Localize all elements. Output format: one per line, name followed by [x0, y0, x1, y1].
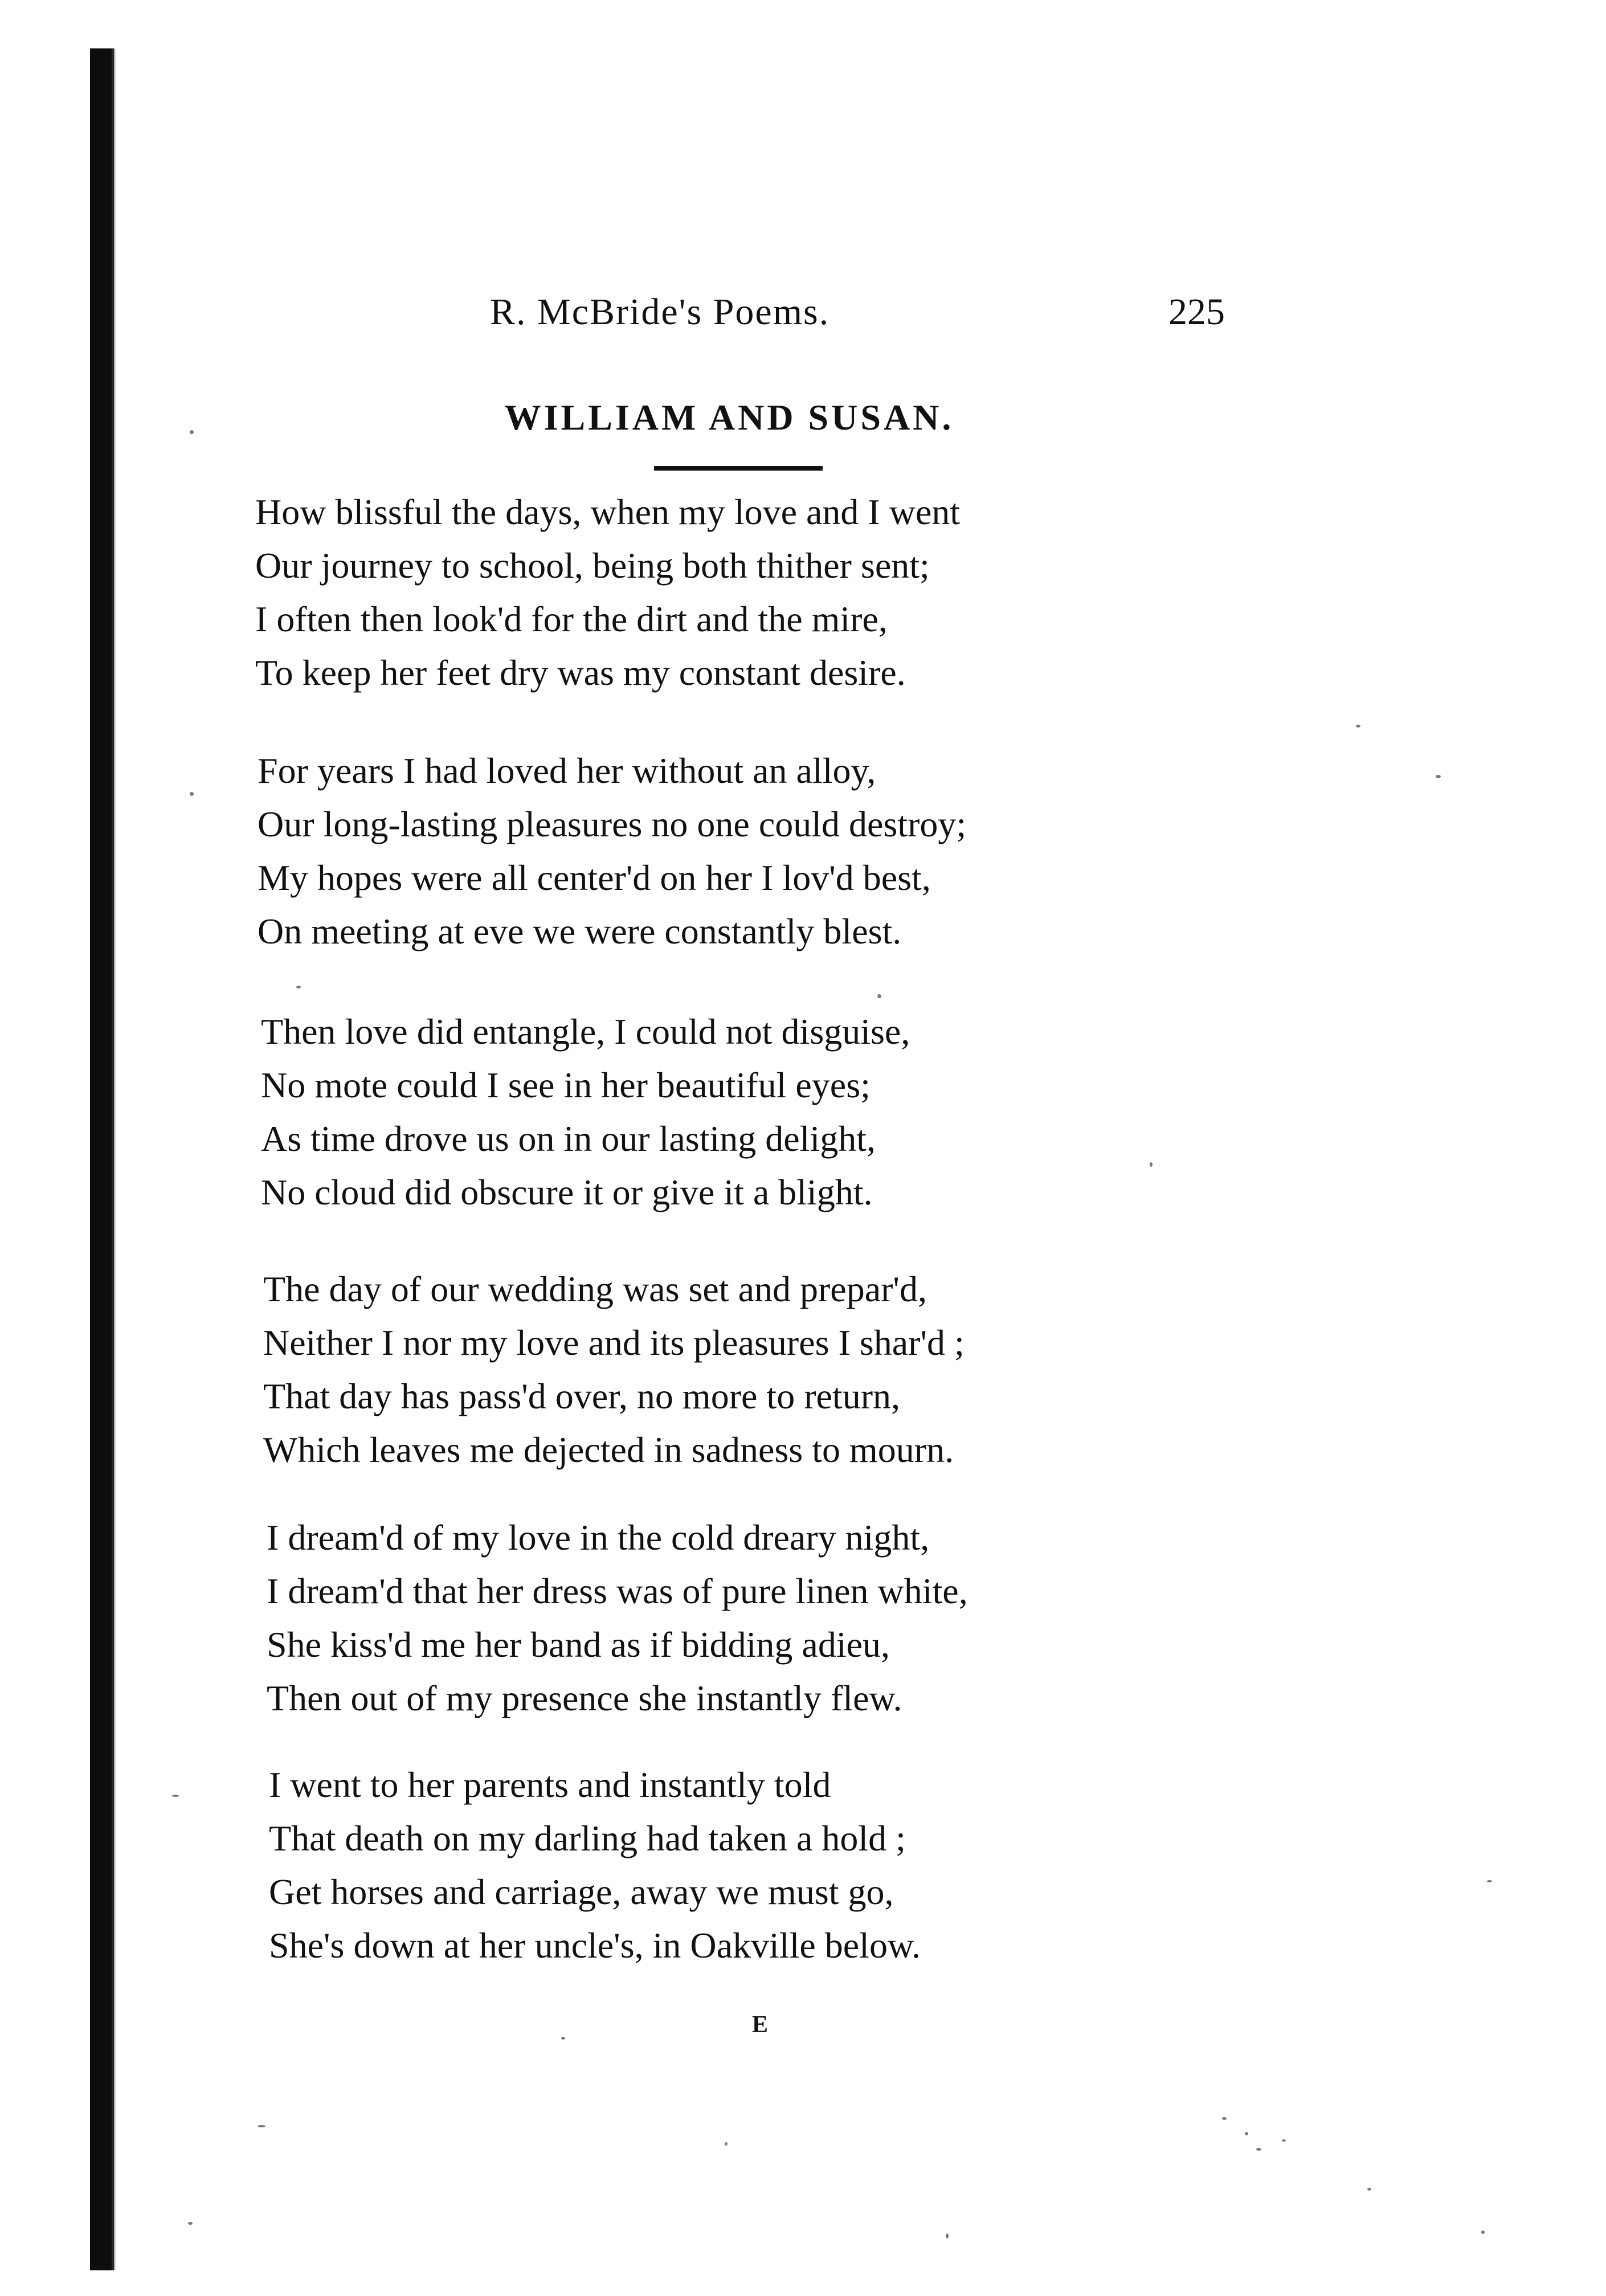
scan-speck: [1367, 2188, 1371, 2191]
poem-line: I dream'd of my love in the cold dreary night,: [267, 1517, 930, 1558]
signature-mark: E: [752, 2012, 769, 2038]
poem-line: Our journey to school, being both thither sent;: [255, 545, 930, 586]
poem-line: Then love did entangle, I could not disguise,: [261, 1011, 910, 1052]
poem-line: She kiss'd me her band as if bidding adieu,: [267, 1624, 890, 1665]
poem-line: Then out of my presence she instantly flew.: [267, 1678, 902, 1718]
scan-speck: [1487, 1880, 1492, 1882]
binding-shadow-edge: [112, 48, 116, 2270]
scan-speck: [296, 986, 301, 988]
poem-line: To keep her feet dry was my constant desire.: [255, 652, 906, 693]
poem-line: On meeting at eve we were constantly blest.: [258, 911, 902, 951]
scan-speck: [561, 2037, 565, 2040]
scan-speck: [1282, 2139, 1286, 2142]
poem-line: I went to her parents and instantly told: [269, 1764, 831, 1805]
scan-speck: [172, 1795, 179, 1797]
title-rule: [654, 466, 823, 471]
poem-line: Get horses and carriage, away we must go,: [269, 1872, 894, 1912]
poem-line: The day of our wedding was set and prepar'd,: [263, 1269, 927, 1309]
poem-line: Our long-lasting pleasures no one could destroy;: [258, 804, 967, 844]
poem-line: How blissful the days, when my love and I went: [255, 492, 961, 532]
poem-line: For years I had loved her without an alloy,: [258, 750, 876, 791]
poem-line: No cloud did obscure it or give it a blight.: [261, 1172, 873, 1212]
poem-line: Which leaves me dejected in sadness to mourn.: [263, 1429, 954, 1470]
scan-speck: [946, 2233, 949, 2238]
scan-speck: [258, 2125, 265, 2127]
poem-line: That day has pass'd over, no more to return,: [263, 1376, 900, 1416]
poem-line: I dream'd that her dress was of pure linen white,: [267, 1571, 968, 1611]
scan-speck: [1245, 2132, 1248, 2135]
scan-speck: [725, 2142, 728, 2146]
poem-line: That death on my darling had taken a hold ;: [269, 1818, 906, 1858]
page-number: 225: [1168, 291, 1225, 333]
poem-line: As time drove us on in our lasting delight,: [261, 1118, 876, 1159]
poem-title: WILLIAM AND SUSAN.: [504, 397, 954, 438]
scan-speck: [1150, 1162, 1153, 1167]
scan-speck: [1436, 775, 1441, 778]
scan-speck: [190, 430, 194, 434]
poem-line: Neither I nor my love and its pleasures I shar'd ;: [263, 1322, 965, 1363]
running-title: R. McBride's Poems.: [490, 291, 830, 333]
running-head: [490, 284, 1225, 341]
scan-speck: [190, 792, 194, 796]
binding-shadow: [90, 48, 114, 2270]
scan-speck: [1356, 725, 1360, 728]
scan-speck: [877, 994, 881, 998]
poem-line: No mote could I see in her beautiful eyes;: [261, 1065, 871, 1105]
poem-line: She's down at her uncle's, in Oakville below.: [269, 1925, 921, 1966]
scan-speck: [1222, 2117, 1227, 2120]
poem-line: I often then look'd for the dirt and the mire,: [255, 599, 888, 639]
scan-speck: [1481, 2230, 1485, 2234]
scan-speck: [1256, 2148, 1261, 2151]
poem-line: My hopes were all center'd on her I lov'd best,: [258, 857, 931, 898]
scan-speck: [188, 2222, 193, 2225]
